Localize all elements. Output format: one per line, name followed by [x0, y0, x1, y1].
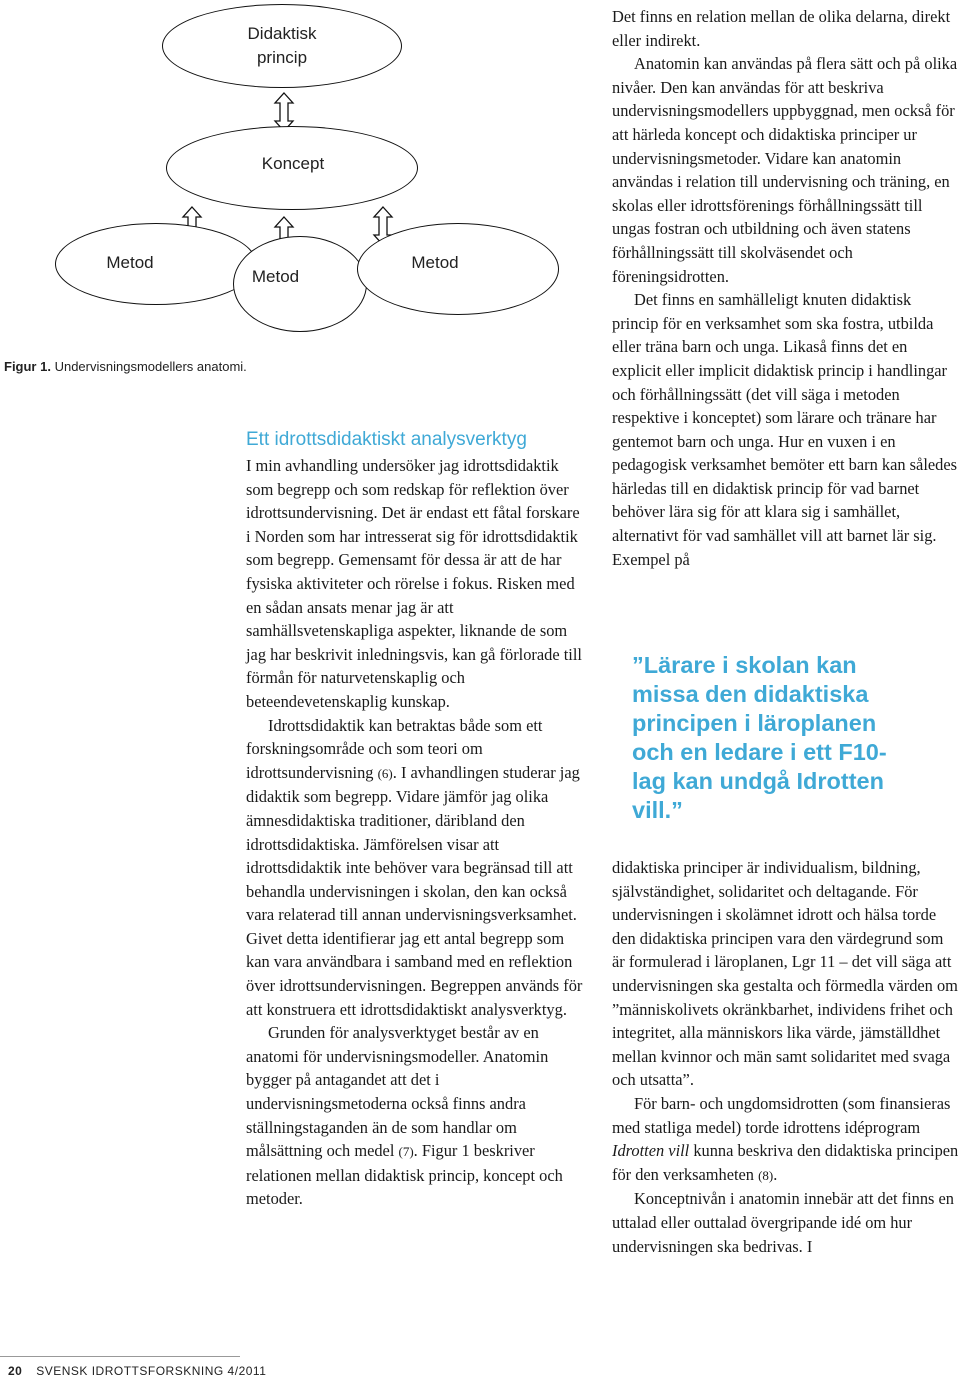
quote-line: ”Lärare i skolan kan	[632, 652, 857, 678]
quote-line: principen i läroplanen	[632, 710, 877, 736]
quote-line: vill.”	[632, 797, 683, 823]
pull-quote	[612, 651, 952, 825]
reference: (7)	[398, 1144, 414, 1160]
text-run: .	[773, 1164, 778, 1184]
paragraph: Det finns en relation mellan de olika delarna, direkt eller indirekt.	[612, 7, 951, 50]
section-heading: Ett idrottsdidaktiskt analysverktyg	[246, 429, 527, 450]
reference: (6)	[377, 765, 393, 781]
label-method-center: Metod	[251, 267, 300, 286]
quote-line: missa den didaktiska	[632, 681, 869, 707]
text-run: Grunden för analysverktyget består av en anatomi för undervisningsmodeller. Anatomin bygger på antagandet att det i undervisningsmetoderna också finns andra ställningstaganden än de som handlar om målsättning och medel	[246, 1023, 549, 1161]
figure-caption	[4, 359, 247, 374]
label-didactic-principle	[162, 22, 402, 70]
text-run: kunna beskriva den didaktiska principen för den verksamheten	[612, 1141, 959, 1184]
label-line-1: Didaktisk	[247, 24, 317, 43]
paragraph: I min avhandling undersöker jag idrottsdidaktik som begrepp och som redskap för reflektion över idrottsundervisning. Det är endast ett fåtal forskare i Norden som har intresserat sig för idrottsdidaktik som begrepp. Gemensamt för dessa är att de har fysiska aktiviteter och rörelse i fokus. Risken med en sådan ansats menar jag är att samhällsvetenskapliga aspekter, liknande de som jag har beskrivit inledningsvis, kan gå förlorade till förmån för naturvetenskaplig och beteendevetenskaplig kunskap.	[246, 456, 582, 711]
caption-text: Undervisningsmodellers anatomi.	[54, 359, 247, 374]
left-column	[246, 428, 586, 1211]
reference: (8)	[758, 1167, 774, 1183]
label-line-2: princip	[256, 48, 308, 67]
paragraph: didaktiska principer är individualism, bildning, självständighet, solidaritet och deltagande. För undervisningen i skolämnet idrott och hälsa torde den didaktiska principen vara den värdegrund som är formulerad i läroplanen, Lgr 11 – det vill säga att undervisningen ska gestalta och förmedla värden om ”människolivets okränkbarhet, individens frihet och integritet, alla människors lika värde, jämställdhet mellan kvinnor och män samt solidaritet med svaga och utsatta”.	[612, 858, 958, 1090]
text-run: . Figur 1 beskriver relationen mellan didaktisk princip, koncept och metoder.	[246, 1141, 563, 1209]
label-method-left: Metod	[106, 253, 154, 272]
journal-name: SVENSK IDROTTSFORSKNING 4/2011	[36, 1364, 267, 1378]
page-footer	[8, 1364, 266, 1378]
paragraph: Anatomin kan användas på flera sätt och på olika nivåer. Den kan användas för att beskriva undervisningsmodellers uppbyggnad, men också för att härleda koncept och didaktiska principer ur undervisningsmetoder. Vidare kan anatomin användas i relation till undervisning och träning, en skolas eller idrottsförenings förhållningssätt till ungas fostran och utbildning och även statens förhållningssätt till skolväsendet och föreningsidrotten.	[612, 54, 958, 286]
anatomy-diagram	[0, 0, 600, 360]
paragraph: Det finns en samhälleligt knuten didaktisk princip för en verksamhet som ska fostra, utbilda eller träna barn och unga. Likaså finns det en explicit eller implicit didaktisk princip i handlingar och förhållningssätt (det vill säga i metoden respektive i konceptet) som lärare och tränare har gentemot barn och unga. Hur en vuxen i en pedagogisk verksamhet bemöter ett barn kan således härledas till en didaktisk princip för vad barnet behöver lära sig för att klara sig i samhället, alternativt för vad samhället vill att barnet lär sig. Exempel på	[612, 290, 957, 569]
paragraph	[246, 1021, 586, 1211]
quote-line: lag kan undgå Idrotten	[632, 768, 884, 794]
right-column-bottom	[612, 856, 960, 1258]
text-run: För barn- och ungdomsidrotten (som finansieras med statliga medel) torde idrottens idéprogram	[612, 1093, 951, 1137]
label-concept: Koncept	[261, 154, 325, 173]
text-run: . I avhandlingen studerar jag didaktik som begrepp. Vidare jämför jag olika ämnesdidaktiska traditioner, däribland den idrottsdidaktiska. Jämförelsen visar att idrottsdidaktik inte behöver vara begränsad till att behandla undervisningen i skolan, den kan också vara relaterad till annan undervisningsverksamhet. Givet detta identifierar jag ett antal begrepp som kan vara användbara i samband med en reflektion över idrottsundervisningen. Begreppen används för att konstruera ett idrottsdidaktiskt analysverktyg.	[246, 762, 583, 1019]
label-method-right: Metod	[411, 253, 459, 272]
program-title: Idrotten vill	[612, 1141, 690, 1161]
quote-line: och en ledare i ett F10-	[632, 739, 887, 765]
text-run: Idrottsdidaktik kan betraktas både som ett forskningsområde och som teori om idrottsundervisning	[246, 715, 543, 782]
right-column-top	[612, 5, 960, 571]
footer-divider	[0, 1356, 240, 1357]
paragraph	[612, 1092, 960, 1187]
caption-label: Figur 1.	[4, 359, 51, 374]
paragraph: Konceptnivån i anatomin innebär att det finns en uttalad eller outtalad övergripande idé om hur undervisningen ska bedrivas. I	[612, 1189, 954, 1256]
paragraph	[246, 714, 586, 1022]
page-number: 20	[8, 1364, 23, 1378]
